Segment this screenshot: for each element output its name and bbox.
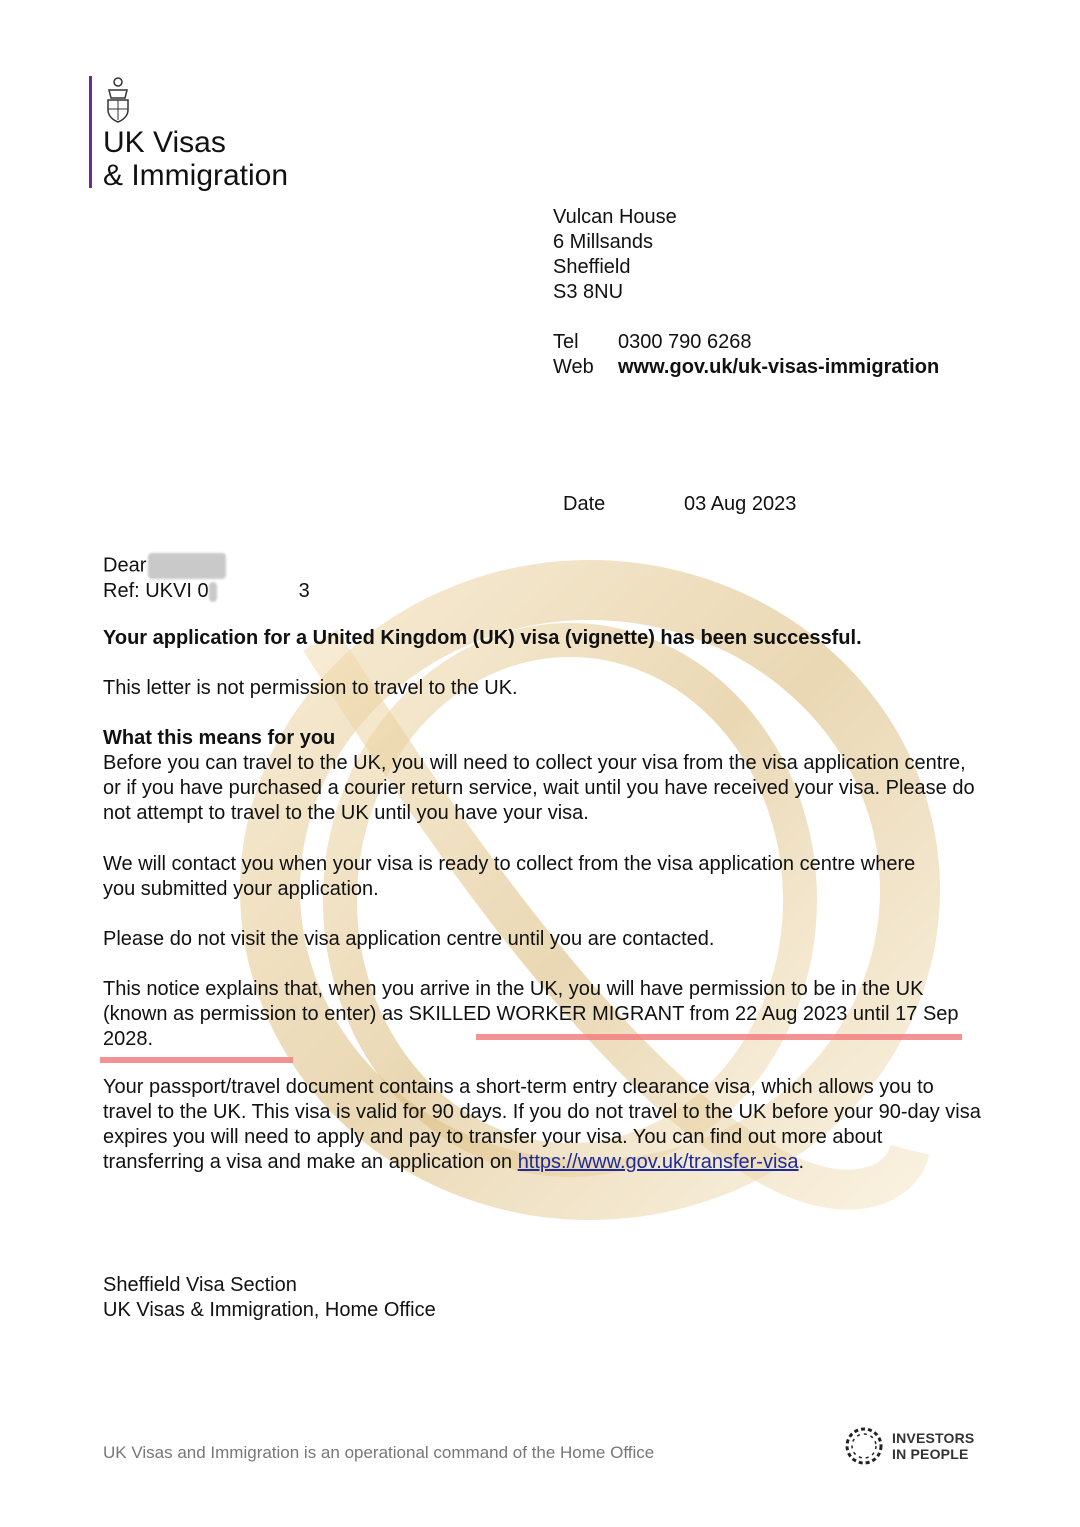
investors-in-people-logo	[842, 1424, 974, 1468]
contact-paragraph: We will contact you when your visa is ready to collect from the visa application centre where you submitted your application.	[103, 853, 916, 900]
contact-details	[553, 330, 939, 380]
passport-text: Your passport/travel document contains a short-term entry clearance visa, which allows you to travel to the UK. This visa is valid for 90 days. If you do not travel to the UK before your 90-day visa expires you will need to apply and pay to transfer your visa. You can find out more about transferring a visa and make an application on	[103, 1076, 981, 1173]
notice-paragraph: This notice explains that, when you arrive in the UK, you will have permission to be in the UK (known as permission to enter) as SKILLED WORKER MIGRANT from 22 Aug 2023 until 17 Sep 2028.	[103, 978, 959, 1050]
tel-value: 0300 790 6268	[618, 331, 752, 353]
tel-label: Tel	[553, 331, 579, 353]
logo-line-2: & Immigration	[103, 159, 289, 192]
address-line: S3 8NU	[553, 281, 624, 303]
redacted-name	[148, 553, 226, 579]
signature-line-1: Sheffield Visa Section	[103, 1274, 297, 1296]
highlight-mark	[476, 1034, 962, 1040]
address-line: Sheffield	[553, 256, 631, 278]
ref-label: Ref: UKVI 0	[103, 580, 209, 602]
royal-crest-icon	[103, 76, 133, 124]
signature-block	[103, 1273, 983, 1323]
greeting	[103, 553, 310, 604]
web-label: Web	[553, 356, 594, 378]
passport-paragraph	[103, 1075, 983, 1175]
passport-end: .	[798, 1151, 805, 1173]
do-not-visit-paragraph: Please do not visit the visa application centre until you are contacted.	[103, 928, 715, 950]
section-heading: What this means for you	[103, 727, 336, 749]
signature-line-2: UK Visas & Immigration, Home Office	[103, 1299, 436, 1321]
logo-line-1: UK Visas	[103, 126, 226, 159]
logo-wordmark	[103, 126, 288, 192]
logo-accent-bar	[89, 76, 92, 188]
footer-note: UK Visas and Immigration is an operational command of the Home Office	[103, 1443, 655, 1462]
ref-tail: 3	[298, 580, 310, 602]
not-permission-paragraph: This letter is not permission to travel to the UK.	[103, 677, 518, 699]
section-means	[103, 726, 983, 826]
web-value: www.gov.uk/uk-visas-immigration	[618, 356, 940, 378]
headline: Your application for a United Kingdom (UK) visa (vignette) has been successful.	[103, 627, 862, 649]
address-line: Vulcan House	[553, 206, 677, 228]
laurel-wreath-icon	[842, 1424, 886, 1468]
transfer-visa-link[interactable]: https://www.gov.uk/transfer-visa	[517, 1151, 799, 1173]
investors-line-1: INVESTORS	[892, 1430, 975, 1446]
redacted-ref	[209, 582, 217, 602]
dear-label: Dear	[103, 554, 147, 577]
highlight-mark	[100, 1057, 293, 1063]
sender-address	[553, 205, 677, 305]
investors-line-2: IN PEOPLE	[892, 1446, 969, 1462]
letter-date	[563, 493, 796, 516]
date-value: 03 Aug 2023	[684, 493, 797, 515]
address-line: 6 Millsands	[553, 231, 654, 253]
date-label: Date	[563, 493, 606, 515]
collect-paragraph: Before you can travel to the UK, you will need to collect your visa from the visa application centre, or if you have purchased a courier return service, wait until you have received your visa. Please do not attempt to travel to the UK until you have your visa.	[103, 752, 975, 824]
